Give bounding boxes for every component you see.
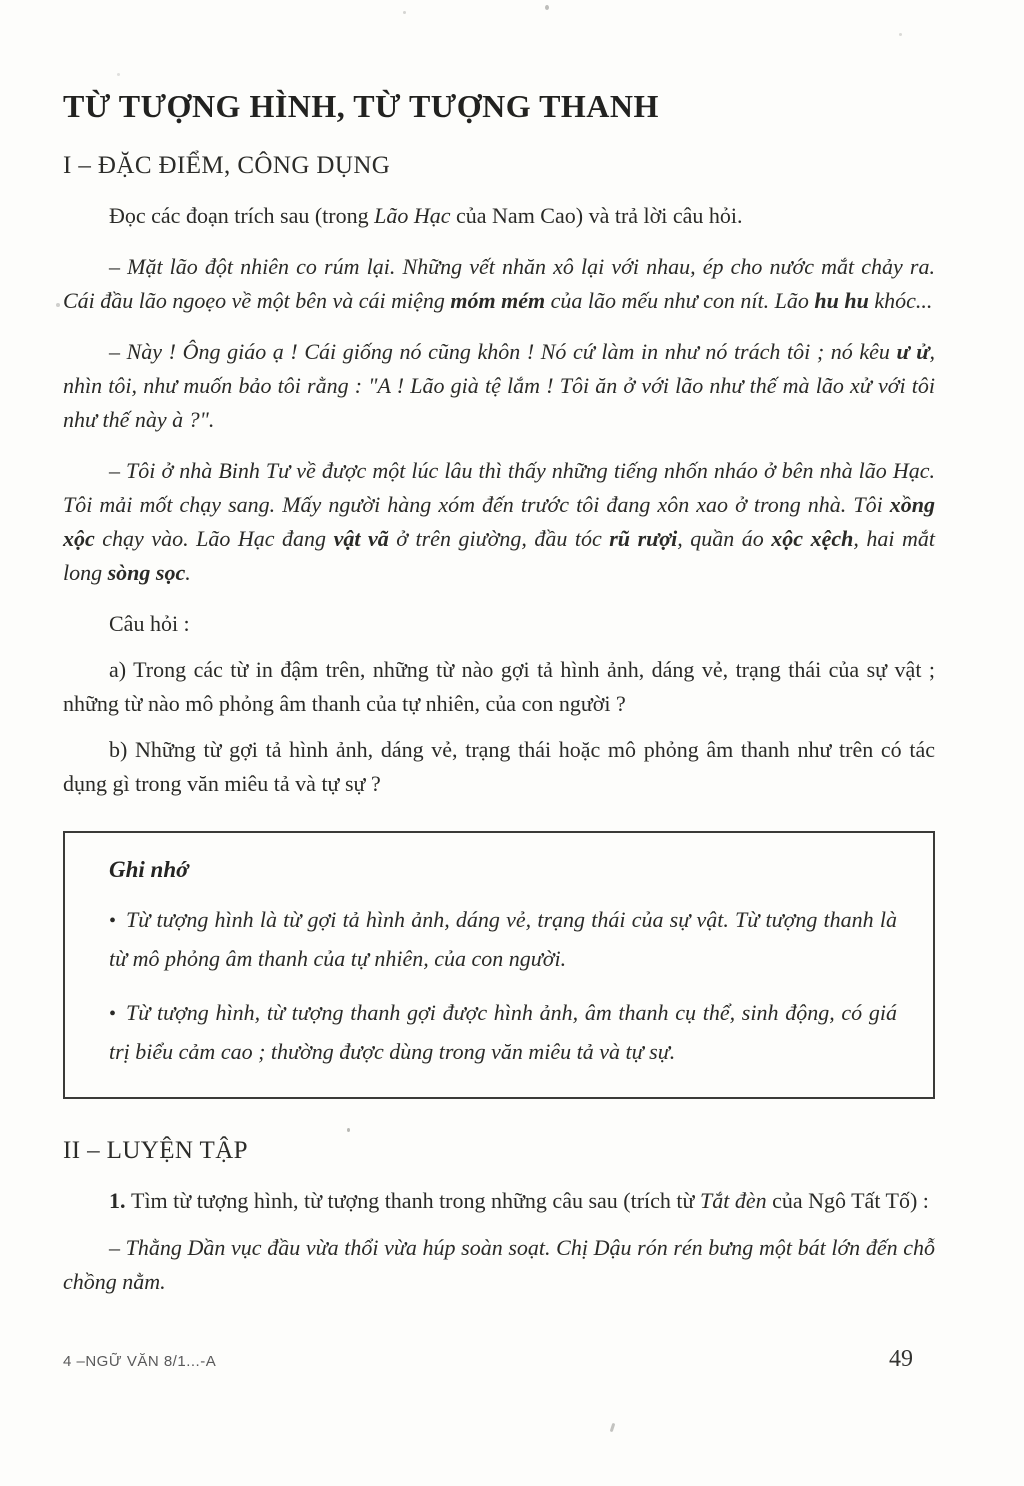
section-1-heading: I – ĐẶC ĐIỂM, CÔNG DỤNG [63,152,391,179]
lesson-title: TỪ TƯỢNG HÌNH, TỪ TƯỢNG THANH [63,88,659,124]
section-2-heading: II – LUYỆN TẬP [63,1137,248,1164]
memo-point-2 [109,994,897,1071]
bullet-icon: • [109,910,117,932]
page-footer [63,1346,935,1373]
page-number: 49 [889,1346,913,1372]
excerpt-paragraph-3: – Tôi ở nhà Binh Tư về được một lúc lâu thì thấy những tiếng nhốn nháo ở bên nhà lão Hạc. Tôi mải mốt chạy sang. Mấy người hàng xóm đến trước tôi đang xôn xao ở trong nhà. Tôi xồng xộc chạy vào. Lão Hạc đang vật vã ở trên giường, đầu tóc rũ rượi, quần áo xộc xệch, hai mắt long sòng sọc. [63,458,935,585]
scan-speck [117,73,120,76]
scan-speck [347,1128,350,1132]
bullet-icon: • [109,1003,117,1025]
memo-point-2-text: Từ tượng hình, từ tượng thanh gợi được hình ảnh, âm thanh cụ thể, sinh động, có giá trị biểu cảm cao ; thường được dùng trong văn miêu tả và tự sự. [109,1000,897,1064]
excerpt-paragraph-2: – Này ! Ông giáo ạ ! Cái giống nó cũng khôn ! Nó cứ làm in như nó trách tôi ; nó kêu ư ử, nhìn tôi, như muốn bảo tôi rằng : "A ! Lão già tệ lắm ! Tôi ăn ở với lão như thế mà lão xử với tôi như thế này à ?". [63,339,935,432]
questions-label: Câu hỏi : [109,611,190,636]
memo-point-1-text: Từ tượng hình là từ gợi tả hình ảnh, dáng vẻ, trạng thái của sự vật. Từ tượng thanh là từ mô phỏng âm thanh của tự nhiên, của con người. [109,907,897,971]
lesson-content [63,0,935,1299]
scan-speck [545,5,549,10]
ghi-nho-box [63,831,935,1099]
memo-heading: Ghi nhớ [109,857,189,882]
intro-paragraph: Đọc các đoạn trích sau (trong Lão Hạc của Nam Cao) và trả lời câu hỏi. [109,203,743,228]
excerpt-paragraph-1: – Mặt lão đột nhiên co rúm lại. Những vết nhăn xô lại với nhau, ép cho nước mắt chảy ra. Cái đầu lão ngoẹo về một bên và cái miệng móm mém của lão mếu như con nít. Lão hu hu khóc... [63,254,935,313]
question-b: b) Những từ gợi tả hình ảnh, dáng vẻ, trạng thái hoặc mô phỏng âm thanh như trên có tác dụng gì trong văn miêu tả và tự sự ? [63,737,935,796]
footer-imprint: 4 –NGỮ VĂN 8/1...-A [63,1353,217,1370]
question-a: a) Trong các từ in đậm trên, những từ nào gợi tả hình ảnh, dáng vẻ, trạng thái của sự vật ; những từ nào mô phỏng âm thanh của tự nhiên, của con người ? [63,657,935,716]
scan-speck [899,33,902,36]
exercise-1-quote: – Thằng Dần vục đầu vừa thổi vừa húp soàn soạt. Chị Dậu rón rén bưng một bát lớn đến chỗ chồng nằm. [63,1235,935,1294]
exercise-1-paragraph: 1. Tìm từ tượng hình, từ tượng thanh trong những câu sau (trích từ Tắt đèn của Ngô Tất Tố) : [109,1188,929,1213]
memo-point-1 [109,901,897,978]
scan-speck [610,1423,616,1432]
scan-speck [403,11,406,14]
scan-speck [56,303,60,307]
